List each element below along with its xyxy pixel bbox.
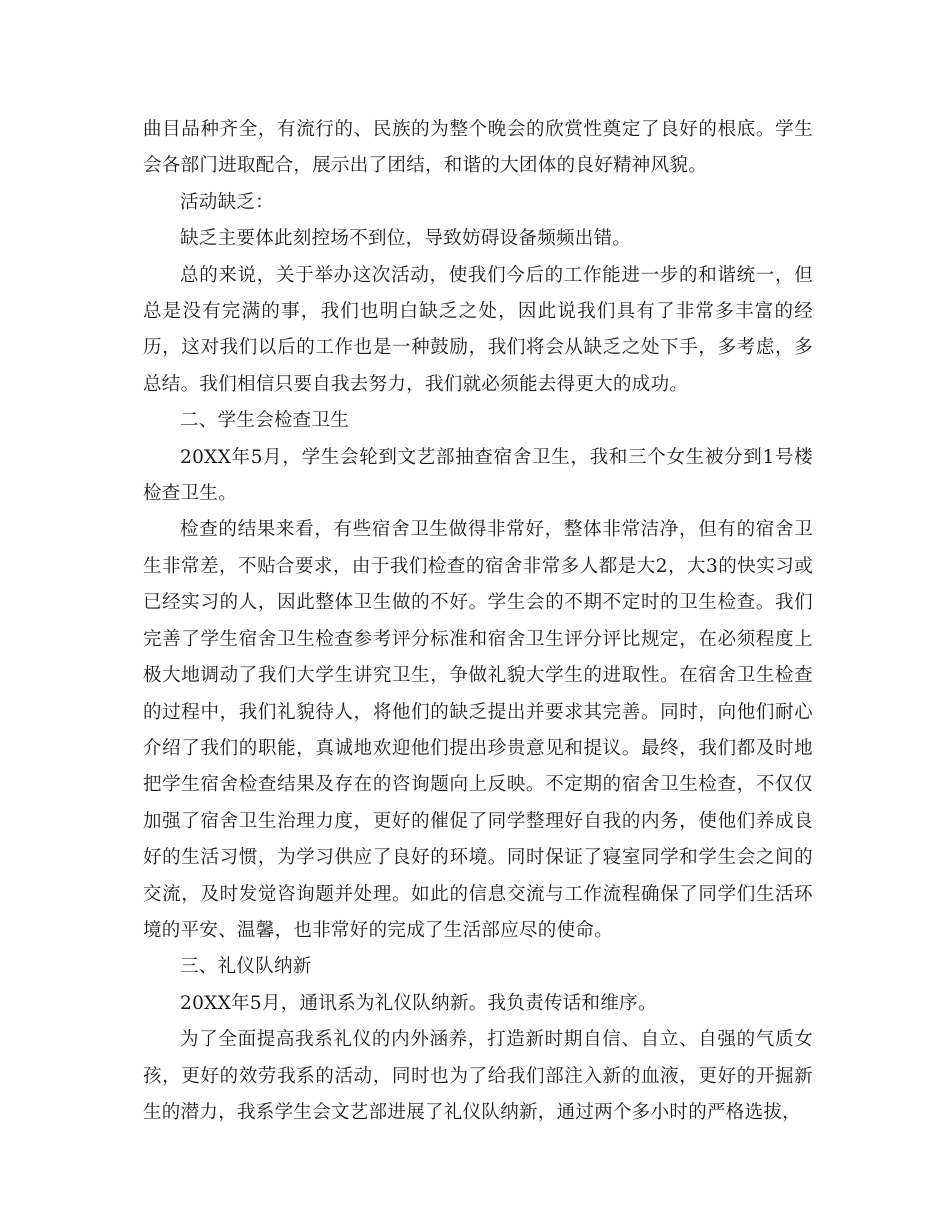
section-heading-hygiene-check: 二、学生会检查卫生 (180, 410, 350, 432)
paragraph-hygiene-results: 检查的结果来看，有些宿舍卫生做得非常好，整体非常洁净，但有的宿舍卫生非常差，不贴合要求，由于我们检查的宿舍非常多人都是大2，大3的快实习或已经实习的人，因此整体卫生做的不好。学生会的不期不定时的卫生检查。我们完善了学生宿舍卫生检查参考评分标准和宿舍卫生评分评比规定，在必须程度上极大地调动了我们大学生讲究卫生，争做礼貌大学生的进取性。在宿舍卫生检查的过程中，我们礼貌待人，将他们的缺乏提出并要求其完善。同时，向他们耐心介绍了我们的职能，真诚地欢迎他们提出珍贵意见和提议。最终，我们都及时地把学生宿舍检查结果及存在的咨询题向上反映。不定期的宿舍卫生检查，不仅仅加强了宿舍卫生治理力度，更好的催促了同学整理好自我的内务，使他们养成良好的生活习惯，为学习供应了良好的环境。同时保证了寝室同学和学生会之间的交流，及时发觉咨询题并处理。如此的信息交流与工作流程确保了同学们生活环境的平安、温馨，也非常好的完成了生活部应尽的使命。 (143, 519, 813, 941)
document-body (143, 112, 813, 1131)
paragraph-performance-summary: 曲目品种齐全，有流行的、民族的为整个晚会的欣赏性奠定了良好的根底。学生会各部门进取配合，展示出了团结，和谐的大团体的良好精神风貌。 (143, 119, 813, 177)
paragraph-recruitment-purpose: 为了全面提高我系礼仪的内外涵养，打造新时期自信、自立、自强的气质女孩，更好的效劳我系的活动，同时也为了给我们部注入新的血液，更好的开掘新生的潜力，我系学生会文艺部进展了礼仪队纳新，通过两个多小时的严格选拔， (143, 1029, 813, 1123)
paragraph-recruitment-duty: 20XX年5月，通讯系为礼仪队纳新。我负责传话和维序。 (180, 992, 657, 1014)
section-heading-etiquette-recruitment: 三、礼仪队纳新 (180, 956, 312, 978)
paragraph-overall-conclusion: 总的来说，关于举办这次活动，使我们今后的工作能进一步的和谐统一，但总是没有完满的事，我们也明白缺乏之处，因此说我们具有了非常多丰富的经历，这对我们以后的工作也是一种鼓励，我们将会从缺乏之处下手，多考虑，多总结。我们相信只要自我去努力，我们就必须能去得更大的成功。 (143, 264, 813, 395)
paragraph-shortcomings-heading: 活动缺乏： (180, 191, 275, 213)
paragraph-shortcomings-detail: 缺乏主要体此刻控场不到位，导致妨碍设备频频出错。 (180, 228, 632, 250)
paragraph-hygiene-assignment: 20XX年5月，学生会轮到文艺部抽查宿舍卫生，我和三个女生被分到1号楼检查卫生。 (143, 446, 813, 505)
